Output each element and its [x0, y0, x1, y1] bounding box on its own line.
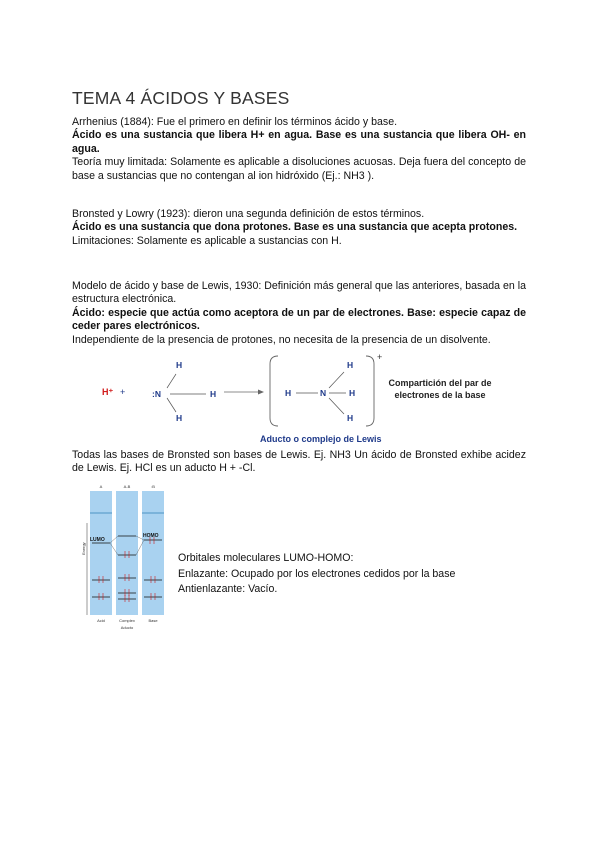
bottom-label-complex: Complex [119, 618, 135, 623]
column-label-base: :B [151, 484, 155, 489]
h-atom-right: H [210, 389, 217, 399]
acid-column [90, 491, 112, 615]
nitrogen-base-label: :N [152, 389, 161, 399]
h-atom-top: H [176, 360, 183, 370]
bronsted-note: Limitaciones: Solamente es aplicable a sustancias con H. [72, 234, 342, 247]
complex-column [116, 491, 138, 615]
orbitals-text [178, 551, 455, 598]
lewis-definition: Ácido: especie que actúa como aceptora de un par de electrones. Base: especie capaz de ceder pares electrónicos. [72, 306, 526, 333]
lewis-reaction-figure [72, 352, 526, 434]
lewis-note: Independiente de la presencia de protones, no necesita de la presencia de un disolvente. [72, 333, 491, 346]
column-label-complex: A-B [123, 484, 131, 489]
bronsted-definition: Ácido es una sustancia que dona protones. Base es una sustancia que acepta protones. [72, 221, 518, 234]
bronsted-lewis-relation: Todas las bases de Bronsted son bases de Lewis. Ej. NH3 Un ácido de Bronsted exhibe acidez de Lewis. Ej. HCl es un aducto H + -Cl. [72, 449, 526, 475]
bronsted-intro: Bronsted y Lowry (1923): dieron una segunda definición de estos términos. [72, 208, 425, 220]
left-bracket [270, 356, 278, 426]
base-column [142, 491, 164, 615]
orbitals-line-3: Antienlazante: Vacío. [178, 583, 278, 595]
adduct-footer-label: Aducto [120, 625, 134, 630]
sharing-label-1: Compartición del par de [388, 378, 492, 388]
complex-h-top: H [347, 360, 354, 370]
proton-label: H⁺ [102, 387, 114, 397]
page-title: TEMA 4 ÁCIDOS Y BASES [72, 88, 290, 108]
lumo-label: LUMO [90, 537, 105, 543]
bottom-label-base: Base [148, 618, 158, 623]
arrhenius-intro: Arrhenius (1884): Fue el primero en definir los términos ácido y base. [72, 116, 398, 128]
complex-charge: + [377, 352, 383, 362]
orbitals-line-2: Enlazante: Ocupado por los electrones cedidos por la base [178, 567, 456, 580]
plus-sign: + [120, 387, 126, 397]
energy-axis-label: Energy [81, 542, 86, 555]
complex-h-right: H [349, 388, 356, 398]
h-atom-bottom: H [176, 413, 183, 423]
sharing-label-2: electrones de la base [394, 390, 486, 400]
lewis-intro: Modelo de ácido y base de Lewis, 1930: Definición más general que las anteriores, basada en la estructura electrónica. [72, 280, 526, 306]
homo-label: HOMO [143, 533, 159, 539]
lewis-section [72, 280, 526, 347]
bronsted-section [72, 208, 526, 248]
column-label-acid: A [99, 484, 103, 489]
orbitals-line-1: Orbitales moleculares LUMO-HOMO: [178, 552, 354, 564]
complex-n-label: N [320, 388, 327, 398]
orbital-diagram [82, 483, 182, 631]
right-bracket [366, 356, 374, 426]
arrhenius-definition: Ácido es una sustancia que libera H+ en agua. Base es una sustancia que libera OH- en agua. [72, 129, 526, 155]
arrhenius-section [72, 116, 526, 183]
arrhenius-note: Teoría muy limitada: Solamente es aplicable a disoluciones acuosas. Deja fuera del concepto de base a sustancias que no contengan al ion hidróxido (Ej.: NH3 ). [72, 156, 526, 182]
lewis-adduct-caption: Aducto o complejo de Lewis [260, 434, 382, 444]
complex-h-left: H [285, 388, 292, 398]
complex-h-bottom: H [347, 413, 354, 423]
bottom-label-acid: Acid [97, 618, 105, 623]
arrow-head [258, 390, 264, 395]
